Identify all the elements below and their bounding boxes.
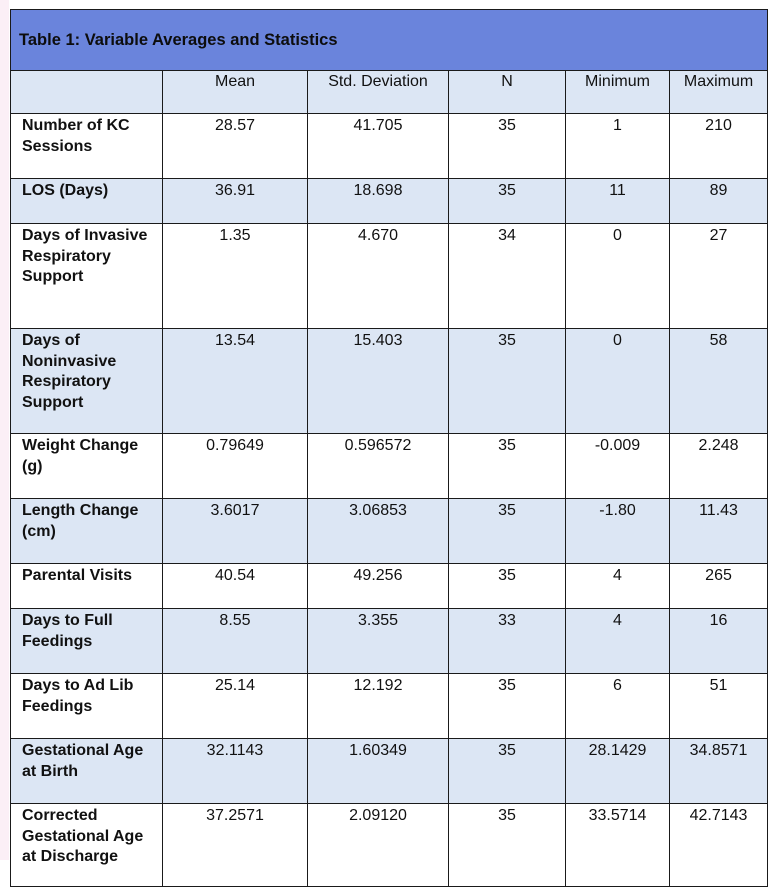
cell-mean: 28.57	[163, 114, 308, 179]
cell-variable: Parental Visits	[11, 564, 163, 609]
cell-std-deviation: 3.355	[308, 609, 449, 674]
cell-variable: Length Change (cm)	[11, 499, 163, 564]
cell-n: 35	[449, 564, 566, 609]
cell-maximum: 11.43	[670, 499, 768, 564]
cell-minimum: 11	[566, 179, 670, 224]
table-row	[11, 224, 768, 329]
cell-maximum: 16	[670, 609, 768, 674]
cell-minimum: 28.1429	[566, 739, 670, 804]
table-row	[11, 804, 768, 887]
cell-std-deviation: 3.06853	[308, 499, 449, 564]
cell-n: 35	[449, 674, 566, 739]
cell-std-deviation: 1.60349	[308, 739, 449, 804]
table-row	[11, 739, 768, 804]
cell-std-deviation: 12.192	[308, 674, 449, 739]
cell-n: 35	[449, 499, 566, 564]
cell-n: 35	[449, 804, 566, 887]
cell-variable: Corrected Gestational Age at Discharge	[11, 804, 163, 887]
cell-minimum: 4	[566, 564, 670, 609]
cell-mean: 36.91	[163, 179, 308, 224]
table-row	[11, 674, 768, 739]
cell-minimum: 1	[566, 114, 670, 179]
table-row	[11, 499, 768, 564]
cell-minimum: 4	[566, 609, 670, 674]
cell-mean: 13.54	[163, 329, 308, 434]
cell-n: 35	[449, 434, 566, 499]
cell-mean: 25.14	[163, 674, 308, 739]
cell-maximum: 51	[670, 674, 768, 739]
table-title-row	[11, 10, 768, 71]
statistics-table	[10, 9, 768, 887]
cell-minimum: -0.009	[566, 434, 670, 499]
cell-std-deviation: 49.256	[308, 564, 449, 609]
header-std-deviation: Std. Deviation	[308, 71, 449, 114]
header-minimum: Minimum	[566, 71, 670, 114]
cell-variable: Weight Change (g)	[11, 434, 163, 499]
header-mean: Mean	[163, 71, 308, 114]
cell-std-deviation: 2.09120	[308, 804, 449, 887]
header-maximum: Maximum	[670, 71, 768, 114]
cell-minimum: 6	[566, 674, 670, 739]
cell-mean: 8.55	[163, 609, 308, 674]
cell-std-deviation: 0.596572	[308, 434, 449, 499]
table-header-row	[11, 71, 768, 114]
table-row	[11, 114, 768, 179]
cell-std-deviation: 15.403	[308, 329, 449, 434]
header-n: N	[449, 71, 566, 114]
cell-variable: Gestational Age at Birth	[11, 739, 163, 804]
cell-n: 34	[449, 224, 566, 329]
cell-n: 35	[449, 114, 566, 179]
table-title: Table 1: Variable Averages and Statistics	[11, 10, 768, 71]
table-row	[11, 564, 768, 609]
cell-maximum: 42.7143	[670, 804, 768, 887]
cell-mean: 32.1143	[163, 739, 308, 804]
cell-variable: LOS (Days)	[11, 179, 163, 224]
cell-minimum: 33.5714	[566, 804, 670, 887]
cell-maximum: 2.248	[670, 434, 768, 499]
left-edge-tint	[0, 0, 9, 860]
cell-mean: 1.35	[163, 224, 308, 329]
cell-variable: Days of Noninvasive Respiratory Support	[11, 329, 163, 434]
cell-maximum: 265	[670, 564, 768, 609]
cell-minimum: -1.80	[566, 499, 670, 564]
cell-n: 35	[449, 739, 566, 804]
cell-n: 35	[449, 179, 566, 224]
table-row	[11, 329, 768, 434]
table-row	[11, 179, 768, 224]
cell-std-deviation: 4.670	[308, 224, 449, 329]
cell-std-deviation: 18.698	[308, 179, 449, 224]
header-variable	[11, 71, 163, 114]
cell-minimum: 0	[566, 329, 670, 434]
cell-n: 33	[449, 609, 566, 674]
cell-mean: 40.54	[163, 564, 308, 609]
table-row	[11, 434, 768, 499]
cell-minimum: 0	[566, 224, 670, 329]
cell-std-deviation: 41.705	[308, 114, 449, 179]
cell-mean: 37.2571	[163, 804, 308, 887]
cell-n: 35	[449, 329, 566, 434]
table-row	[11, 609, 768, 674]
cell-variable: Number of KC Sessions	[11, 114, 163, 179]
cell-variable: Days of Invasive Respiratory Support	[11, 224, 163, 329]
cell-maximum: 27	[670, 224, 768, 329]
cell-maximum: 58	[670, 329, 768, 434]
cell-maximum: 34.8571	[670, 739, 768, 804]
cell-maximum: 89	[670, 179, 768, 224]
cell-variable: Days to Full Feedings	[11, 609, 163, 674]
cell-mean: 3.6017	[163, 499, 308, 564]
cell-mean: 0.79649	[163, 434, 308, 499]
cell-maximum: 210	[670, 114, 768, 179]
cell-variable: Days to Ad Lib Feedings	[11, 674, 163, 739]
